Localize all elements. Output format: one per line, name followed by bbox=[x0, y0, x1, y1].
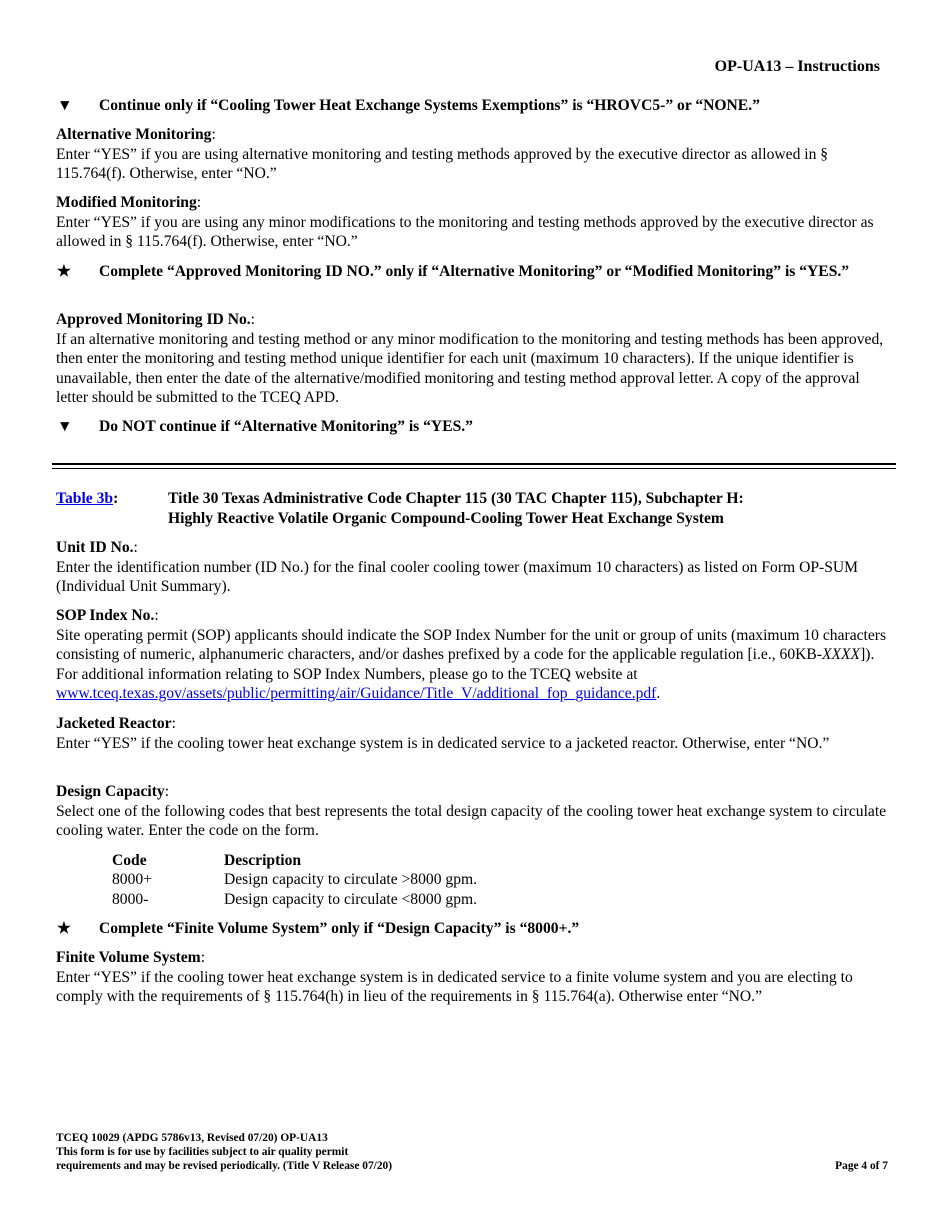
jacketed-reactor-text: Enter “YES” if the cooling tower heat exchange system is in dedicated service to a jacketed reactor. Otherwise, enter “NO.” bbox=[56, 734, 830, 752]
unit-id-text: Enter the identification number (ID No.) for the final cooler cooling tower (maximum 10 characters) as listed on Form OP-SUM (Individual Unit Summary). bbox=[56, 558, 858, 596]
design-capacity-text: Select one of the following codes that best represents the total design capacity of the cooling tower heat exchange system to circulate cooling water. Enter the code on the form. bbox=[56, 802, 887, 840]
star-icon: ★ bbox=[57, 263, 71, 280]
page-header: OP-UA13 – Instructions bbox=[714, 58, 880, 75]
modified-monitoring-text: Enter “YES” if you are using any minor modifications to the monitoring and testing methods approved by the executive director as allowed in § 115.764(f). Otherwise, enter “NO.” bbox=[56, 213, 874, 251]
document-page bbox=[56, 0, 894, 1230]
triangle-down-icon: ▼ bbox=[57, 97, 73, 114]
complete-finite-bullet: ★ Complete “Finite Volume System” only if “Design Capacity” is “8000+.” bbox=[57, 920, 580, 937]
tceq-guidance-link[interactable]: www.tceq.texas.gov/assets/public/permitting/air/Guidance/Title_V/additional_fop_guidance.pdf bbox=[56, 685, 657, 703]
page-number: Page 4 of 7 bbox=[835, 1160, 888, 1172]
sop-index-section: SOP Index No.: Site operating permit (SOP) applicants should indicate the SOP Index Number for the unit or group of units (maximum 10 characters consisting of numeric, alphanumeric characters, and/or dashes prefixed by a code for the applicable regulation [i.e., 60KB-XXXX]). For additional information relating to SOP Index Numbers, please go to the TCEQ website at www.tceq.texas.gov/assets/public/permitting/air/Guidance/Title_V/additional_fop_guidance.pdf. bbox=[56, 606, 892, 704]
divider-thick bbox=[52, 463, 896, 465]
triangle-down-icon: ▼ bbox=[57, 418, 73, 435]
design-capacity-section: Design Capacity: Select one of the following codes that best represents the total design capacity of the cooling tower heat exchange system to circulate cooling water. Enter the code on the form. Code Description 8000+ Design capacity to circulate >8000 gpm. 8000- Design capacity to circulate <8000 gpm. bbox=[56, 782, 892, 910]
page-footer bbox=[56, 1131, 888, 1173]
jacketed-reactor-section: Jacketed Reactor: Enter “YES” if the cooling tower heat exchange system is in dedicated service to a jacketed reactor. Otherwise, enter “NO.” bbox=[56, 714, 892, 753]
approved-monitoring-id-text: If an alternative monitoring and testing method or any minor modification to the monitoring and testing methods has been approved, then enter the monitoring and testing method unique identifier for each unit (maximum 10 characters). If the unique identifier is unavailable, then enter the date of the alternative/modified monitoring and testing method approval letter. A copy of the approval letter should be submitted to the TCEQ APD. bbox=[56, 330, 884, 407]
table-3b-title-line1: Title 30 Texas Administrative Code Chapter 115 (30 TAC Chapter 115), Subchapter H: bbox=[168, 490, 744, 507]
jacketed-reactor-label: Jacketed Reactor bbox=[56, 715, 172, 732]
alternative-monitoring-label: Alternative Monitoring bbox=[56, 126, 212, 143]
divider-thin bbox=[52, 468, 896, 469]
code-column-header: Code bbox=[112, 851, 147, 869]
sop-index-text: Site operating permit (SOP) applicants should indicate the SOP Index Number for the unit or group of units (maximum 10 characters consisting of numeric, alphanumeric characters, and/or dashes prefixed by a code for the applicable regulation [i.e., 60KB-XXXX]). For additional information relating to SOP Index Numbers, please go to the TCEQ website at www.tceq.texas.gov/assets/public/permitting/air/Guidance/Title_V/additional_fop_guidance.pdf. bbox=[56, 626, 887, 703]
alternative-monitoring-section: Alternative Monitoring: Enter “YES” if you are using alternative monitoring and testing methods approved by the executive director as allowed in § 115.764(f). Otherwise, enter “NO.” bbox=[56, 125, 892, 184]
continue-only-bullet: ▼ Continue only if “Cooling Tower Heat Exchange Systems Exemptions” is “HROVC5-” or “NONE.” bbox=[57, 97, 760, 114]
modified-monitoring-section: Modified Monitoring: Enter “YES” if you are using any minor modifications to the monitoring and testing methods approved by the executive director as allowed in § 115.764(f). Otherwise, enter “NO.” bbox=[56, 193, 892, 252]
table-row: 8000+ Design capacity to circulate >8000 gpm. bbox=[112, 871, 478, 889]
finite-volume-label: Finite Volume System bbox=[56, 949, 201, 966]
finite-volume-section: Finite Volume System: Enter “YES” if the cooling tower heat exchange system is in dedicated service to a finite volume system and you are electing to comply with the requirements of § 115.764(h) in lieu of the requirements in § 115.764(a). Otherwise enter “NO.” bbox=[56, 948, 892, 1007]
sop-index-label: SOP Index No. bbox=[56, 607, 155, 624]
table-3b-heading: Table 3b: Title 30 Texas Administrative Code Chapter 115 (30 TAC Chapter 115), Subchapter H: Highly Reactive Volatile Organic Compound-Cooling Tower Heat Exchange System bbox=[56, 490, 744, 527]
finite-volume-text: Enter “YES” if the cooling tower heat exchange system is in dedicated service to a finite volume system and you are electing to comply with the requirements of § 115.764(h) in lieu of the requirements in § 115.764(a). Otherwise enter “NO.” bbox=[56, 968, 853, 1006]
table-row: 8000- Design capacity to circulate <8000 gpm. bbox=[112, 890, 478, 908]
footer-notice-line1: This form is for use by facilities subject to air quality permit bbox=[56, 1146, 349, 1158]
footer-form-id: TCEQ 10029 (APDG 5786v13, Revised 07/20) OP-UA13 bbox=[56, 1132, 328, 1144]
alternative-monitoring-text: Enter “YES” if you are using alternative monitoring and testing methods approved by the executive director as allowed in § 115.764(f). Otherwise, enter “NO.” bbox=[56, 145, 829, 183]
modified-monitoring-label: Modified Monitoring bbox=[56, 194, 197, 211]
footer-notice-line2: requirements and may be revised periodically. (Title V Release 07/20) bbox=[56, 1160, 393, 1172]
table-3b-title-line2: Highly Reactive Volatile Organic Compound-Cooling Tower Heat Exchange System bbox=[168, 509, 724, 527]
table-3b-link[interactable]: Table 3b bbox=[56, 490, 114, 507]
unit-id-section: Unit ID No.: Enter the identification number (ID No.) for the final cooler cooling tower (maximum 10 characters) as listed on Form OP-SUM (Individual Unit Summary). bbox=[56, 538, 892, 597]
description-column-header: Description bbox=[224, 851, 302, 869]
complete-approved-bullet: ★ Complete “Approved Monitoring ID NO.” only if “Alternative Monitoring” or “Modified Monitoring” is “YES.” bbox=[57, 263, 850, 280]
star-icon: ★ bbox=[57, 920, 71, 937]
unit-id-label: Unit ID No. bbox=[56, 539, 134, 556]
do-not-continue-bullet: ▼ Do NOT continue if “Alternative Monitoring” is “YES.” bbox=[57, 418, 473, 435]
design-capacity-code-table bbox=[112, 851, 892, 910]
design-capacity-label: Design Capacity bbox=[56, 783, 165, 800]
approved-monitoring-id-section: Approved Monitoring ID No.: If an alternative monitoring and testing method or any minor modification to the monitoring and testing methods has been approved, then enter the monitoring and testing method unique identifier for each unit (maximum 10 characters). If the unique identifier is unavailable, then enter the date of the alternative/modified monitoring and testing method approval letter. A copy of the approval letter should be submitted to the TCEQ APD. bbox=[56, 310, 892, 408]
approved-monitoring-id-label: Approved Monitoring ID No. bbox=[56, 311, 251, 328]
